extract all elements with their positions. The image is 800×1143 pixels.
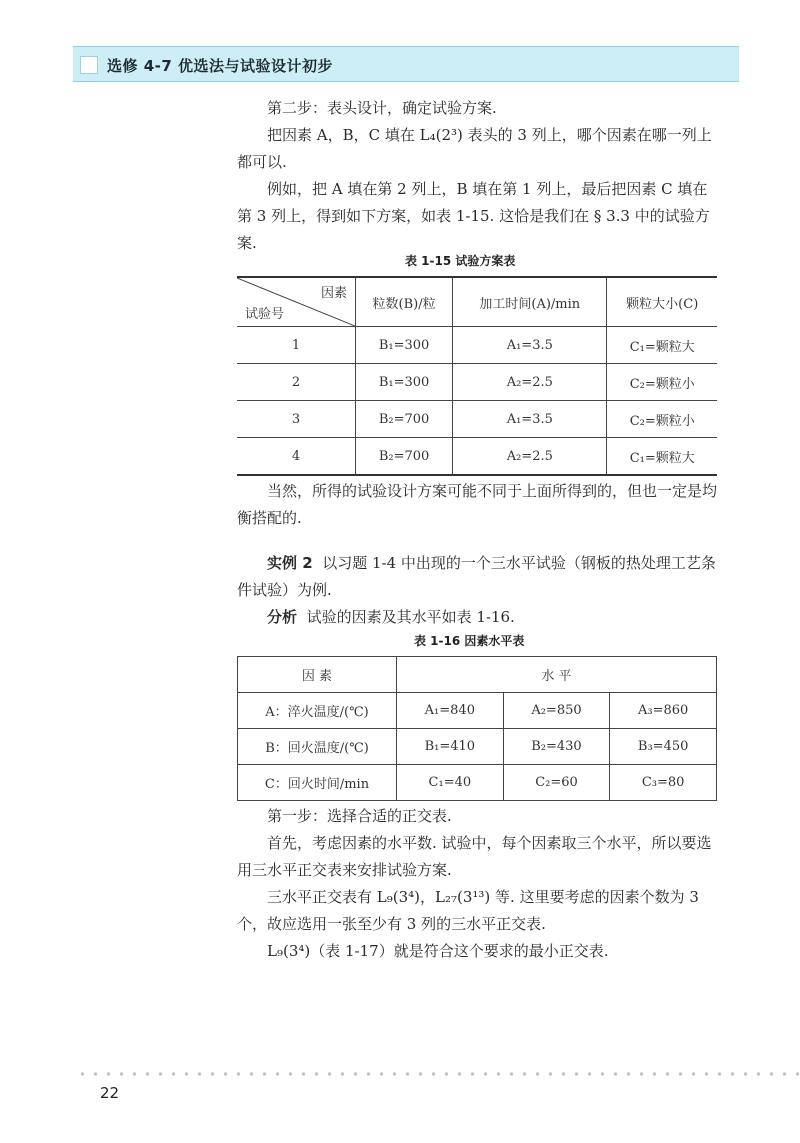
paragraph [237, 938, 717, 965]
table-cell: C：回火时间/min [238, 765, 397, 801]
table-cell: C₂=颗粒小 [607, 364, 717, 401]
table-cell: B₁=300 [356, 364, 453, 401]
table-cell: 1 [237, 327, 356, 364]
paragraph-text: L₉(3⁴)（表 1-17）就是符合这个要求的最小正交表. [267, 942, 609, 960]
paragraph [237, 176, 717, 257]
column-header: 因 素 [238, 657, 397, 693]
table-cell: A₁=3.5 [453, 327, 607, 364]
example-label: 实例 2 [267, 554, 313, 572]
paragraph-text: 例如，把 A 填在第 2 列上，B 填在第 1 列上，最后把因素 C 填在第 3 列上，得到如下方案，如表 1-15. 这恰是我们在 § 3.3 中的试验方案. [237, 180, 710, 252]
column-header: 粒数(B)/粒 [356, 277, 453, 327]
paragraph [237, 604, 717, 631]
corner-bottom-label: 试验号 [245, 307, 285, 322]
table-cell: A₁=3.5 [453, 401, 607, 438]
page-number: 22 [100, 1084, 120, 1102]
table-cell: B₁=300 [356, 327, 453, 364]
paragraph-text: 第二步：表头设计，确定试验方案. [267, 99, 497, 117]
table-15-caption: 表 1-15 试验方案表 [405, 254, 516, 268]
table-cell: A₂=850 [503, 693, 610, 729]
table-cell: A：淬火温度/(℃) [238, 693, 397, 729]
paragraph-text: 以习题 1-4 中出现的一个三水平试验（钢板的热处理工艺条件试验）为例. [237, 554, 716, 599]
footer-dotted-rule [76, 1071, 800, 1077]
header-square-icon [80, 56, 98, 74]
corner-top-label: 因素 [320, 286, 347, 301]
diagonal-header-cell [237, 277, 356, 327]
paragraph [237, 550, 717, 604]
table-cell: B₂=700 [356, 401, 453, 438]
paragraph-text: 试验的因素及其水平如表 1-16. [306, 608, 515, 626]
paragraph-text: 三水平正交表有 L₉(3⁴)，L₂₇(3¹³) 等. 这里要考虑的因素个数为 3 个，故应选用一张至少有 3 列的三水平正交表. [237, 888, 699, 933]
table-cell: C₁=40 [397, 765, 504, 801]
table-15 [237, 276, 717, 476]
table-cell: C₁=颗粒大 [607, 327, 717, 364]
paragraph-text: 当然，所得的试验设计方案可能不同于上面所得到的，但也一定是均衡搭配的. [237, 482, 718, 527]
table-cell: C₂=60 [503, 765, 610, 801]
table-16-caption: 表 1-16 因素水平表 [414, 634, 525, 648]
header-title: 选修 4-7 优选法与试验设计初步 [107, 57, 334, 75]
table-row [238, 729, 717, 765]
paragraph [237, 830, 717, 884]
table-header-row [237, 277, 717, 327]
table-row [237, 364, 717, 401]
table-cell: A₂=2.5 [453, 364, 607, 401]
table-row [238, 765, 717, 801]
table-cell: C₁=颗粒大 [607, 438, 717, 476]
paragraph [237, 803, 717, 830]
table-cell: 3 [237, 401, 356, 438]
column-header: 加工时间(A)/min [453, 277, 607, 327]
column-header: 颗粒大小(C) [607, 277, 717, 327]
paragraph [237, 95, 717, 122]
table-16 [237, 656, 717, 801]
column-header: 水 平 [397, 657, 717, 693]
table-cell: B₁=410 [397, 729, 504, 765]
paragraph [237, 478, 717, 532]
table-header-row [238, 657, 717, 693]
paragraph [237, 884, 717, 938]
analysis-label: 分析 [267, 608, 298, 626]
table-row [238, 693, 717, 729]
table-row [237, 438, 717, 476]
table-cell: C₃=80 [610, 765, 717, 801]
table-row [237, 327, 717, 364]
paragraph-text: 把因素 A，B，C 填在 L₄(2³) 表头的 3 列上，哪个因素在哪一列上都可以. [237, 126, 712, 171]
table-cell: B₂=430 [503, 729, 610, 765]
table-cell: B：回火温度/(℃) [238, 729, 397, 765]
table-cell: B₂=700 [356, 438, 453, 476]
chapter-header [73, 46, 739, 82]
paragraph-text: 第一步：选择合适的正交表. [267, 807, 452, 825]
table-row [237, 401, 717, 438]
table-cell: B₃=450 [610, 729, 717, 765]
table-cell: A₃=860 [610, 693, 717, 729]
table-cell: C₂=颗粒小 [607, 401, 717, 438]
table-cell: 4 [237, 438, 356, 476]
table-cell: A₁=840 [397, 693, 504, 729]
paragraph-text: 首先，考虑因素的水平数. 试验中，每个因素取三个水平，所以要选用三水平正交表来安排试验方案. [237, 834, 712, 879]
table-cell: 2 [237, 364, 356, 401]
table-cell: A₂=2.5 [453, 438, 607, 476]
paragraph [237, 122, 717, 176]
